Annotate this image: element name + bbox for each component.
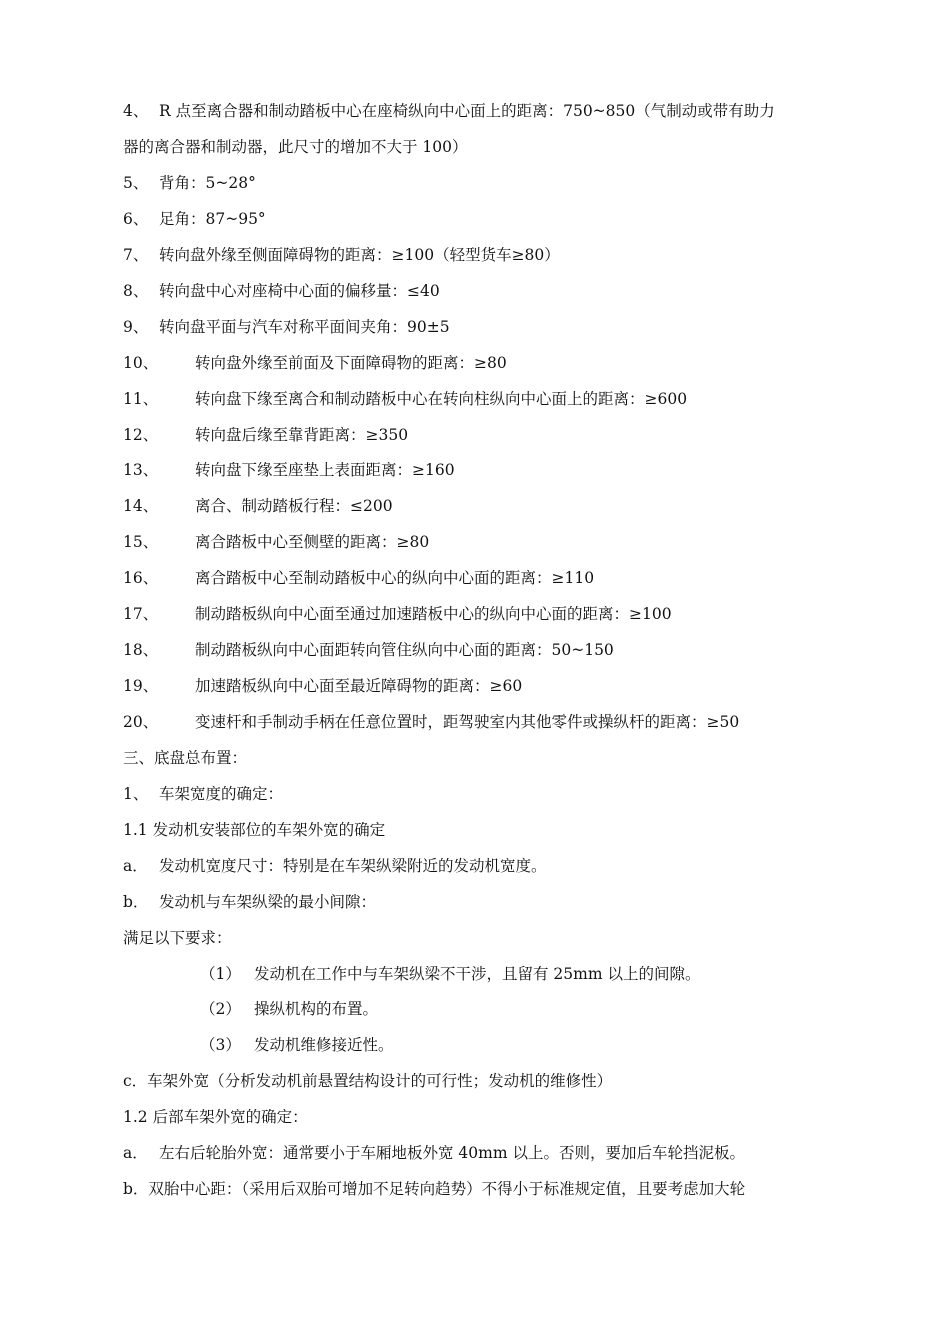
- item-12: [123, 425, 850, 445]
- item-text: 转向盘后缘至靠背距离：≥350: [195, 426, 409, 444]
- item-number: 13、: [123, 461, 159, 479]
- item-text: 制动踏板纵向中心面至通过加速踏板中心的纵向中心面的距离：≥100: [195, 605, 672, 623]
- point-b: [123, 892, 850, 912]
- item-text: 发动机与车架纵梁的最小间隙：: [159, 893, 377, 911]
- item-10: [123, 353, 850, 373]
- item-text: 加速踏板纵向中心面至最近障碍物的距离：≥60: [195, 677, 523, 695]
- item-number: （2）: [200, 1000, 241, 1018]
- item-number: a．: [123, 857, 148, 875]
- item-number: 15、: [123, 533, 159, 551]
- item-text: 变速杆和手制动手柄在任意位置时，距驾驶室内其他零件或操纵杆的距离：≥50: [195, 713, 740, 731]
- item-number: 16、: [123, 569, 159, 587]
- subsection-1: [123, 784, 850, 804]
- item-text: 车架宽度的确定：: [159, 785, 284, 803]
- requirement-3: [200, 1035, 850, 1055]
- item-9: [123, 317, 850, 337]
- item-5: [123, 173, 850, 193]
- item-text: 离合踏板中心至制动踏板中心的纵向中心面的距离：≥110: [195, 569, 595, 587]
- point-a2: [123, 1143, 850, 1163]
- item-text: 离合踏板中心至侧壁的距离：≥80: [195, 533, 430, 551]
- point-a: [123, 856, 850, 876]
- item-number: 9、: [123, 318, 149, 336]
- item-number: 6、: [123, 210, 149, 228]
- item-text: 背角：5~28°: [159, 174, 256, 192]
- item-19: [123, 676, 850, 696]
- item-number: a．: [123, 1144, 148, 1162]
- item-text: 转向盘外缘至前面及下面障碍物的距离：≥80: [195, 354, 507, 372]
- item-text: 转向盘平面与汽车对称平面间夹角：90±5: [159, 318, 450, 336]
- requirement-1: [200, 964, 850, 984]
- item-number: 17、: [123, 605, 159, 623]
- item-number: 18、: [123, 641, 159, 659]
- subsection-1-2: 1.2 后部车架外宽的确定：: [123, 1108, 308, 1126]
- requirement-2: [200, 999, 850, 1019]
- item-7: [123, 245, 850, 265]
- item-number: 20、: [123, 713, 159, 731]
- item-text: 转向盘下缘至离合和制动踏板中心在转向柱纵向中心面上的距离：≥600: [195, 390, 688, 408]
- item-number: （1）: [200, 965, 241, 983]
- item-text: 操纵机构的布置。: [254, 1000, 379, 1018]
- point-c: c．车架外宽（分析发动机前悬置结构设计的可行性；发动机的维修性）: [123, 1072, 613, 1090]
- requirements-label: 满足以下要求：: [123, 929, 232, 947]
- item-number: 14、: [123, 497, 159, 515]
- item-text: 发动机宽度尺寸：特别是在车架纵梁附近的发动机宽度。: [159, 857, 547, 875]
- item-15: [123, 532, 850, 552]
- item-text: 转向盘下缘至座垫上表面距离：≥160: [195, 461, 455, 479]
- item-number: b．: [123, 893, 149, 911]
- item-number: 8、: [123, 282, 149, 300]
- point-b2: b．双胎中心距：（采用后双胎可增加不足转向趋势）不得小于标准规定值，且要考虑加大轮: [123, 1180, 746, 1198]
- item-17: [123, 604, 850, 624]
- item-number: 1、: [123, 785, 149, 803]
- item-number: 10、: [123, 354, 159, 372]
- item-text: 发动机维修接近性。: [254, 1036, 394, 1054]
- item-text: 左右后轮胎外宽：通常要小于车厢地板外宽 40mm 以上。否则，要加后车轮挡泥板。: [159, 1144, 745, 1162]
- item-number: 19、: [123, 677, 159, 695]
- item-text: 足角：87~95°: [159, 210, 266, 228]
- item-text: 器的离合器和制动器，此尺寸的增加不大于 100）: [123, 138, 468, 156]
- item-text: 转向盘外缘至侧面障碍物的距离：≥100（轻型货车≥80）: [159, 246, 560, 264]
- section-heading: 三、底盘总布置：: [123, 749, 248, 767]
- item-text: 发动机在工作中与车架纵梁不干涉，且留有 25mm 以上的间隙。: [254, 965, 701, 983]
- item-11: [123, 389, 850, 409]
- item-number: （3）: [200, 1036, 241, 1054]
- item-number: 11、: [123, 390, 159, 408]
- item-4-continuation: [123, 137, 850, 157]
- item-13: [123, 460, 850, 480]
- item-18: [123, 640, 850, 660]
- item-text: 离合、制动踏板行程：≤200: [195, 497, 393, 515]
- item-4: [123, 101, 850, 121]
- item-number: 12、: [123, 426, 159, 444]
- item-8: [123, 281, 850, 301]
- item-text: R 点至离合器和制动踏板中心在座椅纵向中心面上的距离：750~850（气制动或带有助力: [159, 102, 775, 120]
- item-number: 7、: [123, 246, 149, 264]
- subsection-1-1: 1.1 发动机安装部位的车架外宽的确定: [123, 821, 386, 839]
- item-text: 转向盘中心对座椅中心面的偏移量：≤40: [159, 282, 440, 300]
- item-text: 制动踏板纵向中心面距转向管住纵向中心面的距离：50~150: [195, 641, 614, 659]
- item-20: [123, 712, 850, 732]
- item-14: [123, 496, 850, 516]
- item-number: 5、: [123, 174, 149, 192]
- item-number: 4、: [123, 102, 149, 120]
- item-16: [123, 568, 850, 588]
- item-6: [123, 209, 850, 229]
